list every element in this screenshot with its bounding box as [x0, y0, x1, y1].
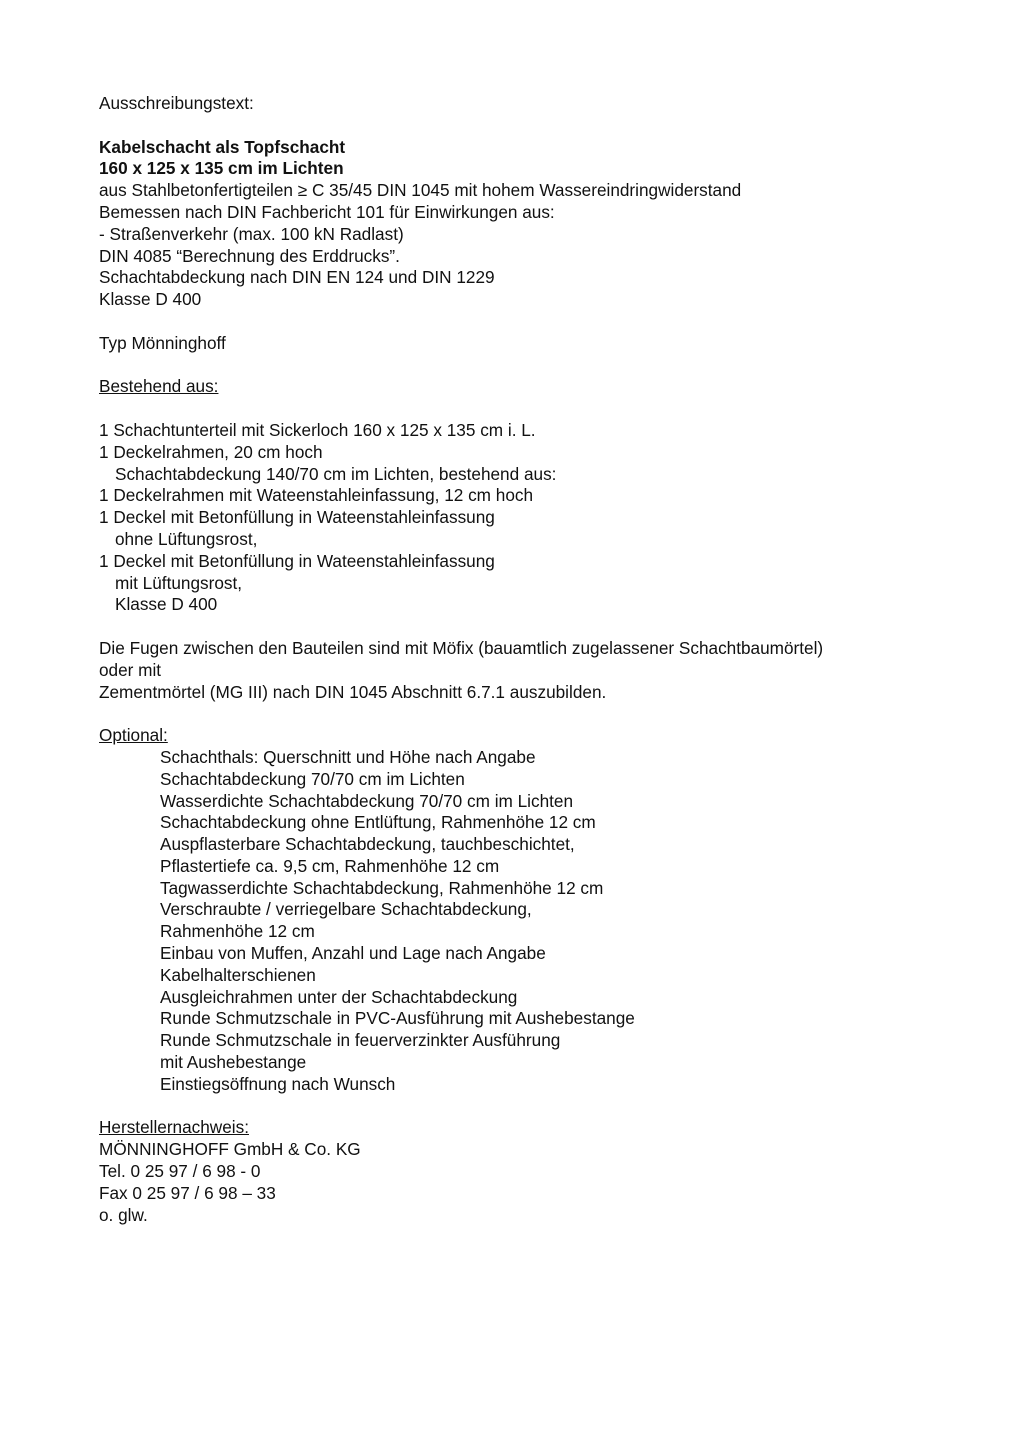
optional-item: Kabelhalterschienen	[160, 964, 316, 985]
intro-line: aus Stahlbetonfertigteilen ≥ C 35/45 DIN 1045 mit hohem Wassereindringwiderstand	[99, 180, 742, 201]
optional-item: Rahmenhöhe 12 cm	[160, 921, 315, 942]
optional-item: Verschraubte / verriegelbare Schachtabdeckung,	[160, 899, 532, 920]
document-subtitle: 160 x 125 x 135 cm im Lichten	[99, 158, 344, 179]
intro-line: Bemessen nach DIN Fachbericht 101 für Einwirkungen aus:	[99, 201, 555, 222]
type-line: Typ Mönninghoff	[99, 332, 226, 353]
spacer	[99, 616, 979, 638]
manufacturer-name: MÖNNINGHOFF GmbH & Co. KG	[99, 1139, 361, 1160]
optional-item: Ausgleichrahmen unter der Schachtabdeckung	[160, 986, 518, 1007]
manufacturer-phone: Tel. 0 25 97 / 6 98 - 0	[99, 1161, 261, 1182]
optional-heading: Optional:	[99, 725, 168, 746]
manufacturer-fax: Fax 0 25 97 / 6 98 – 33	[99, 1182, 276, 1203]
spacer	[99, 311, 979, 333]
manufacturer-heading: Herstellernachweis:	[99, 1117, 249, 1138]
optional-item: mit Aushebestange	[160, 1052, 307, 1073]
spacer	[99, 1096, 979, 1118]
spacer	[99, 398, 979, 420]
optional-item: Einstiegsöffnung nach Wunsch	[160, 1073, 396, 1094]
optional-item: Schachtabdeckung ohne Entlüftung, Rahmenhöhe 12 cm	[160, 812, 596, 833]
component-item: 1 Deckelrahmen, 20 cm hoch	[99, 441, 323, 462]
document-title: Kabelschacht als Topfschacht	[99, 136, 346, 157]
optional-item: Runde Schmutzschale in feuerverzinkter Ausführung	[160, 1030, 561, 1051]
manufacturer-equivalent: o. glw.	[99, 1204, 148, 1225]
optional-item: Schachthals: Querschnitt und Höhe nach Angabe	[160, 746, 536, 767]
optional-item: Auspflasterbare Schachtabdeckung, tauchbeschichtet,	[160, 834, 575, 855]
components-heading: Bestehend aus:	[99, 376, 219, 397]
optional-item: Pflastertiefe ca. 9,5 cm, Rahmenhöhe 12 cm	[160, 855, 500, 876]
component-item: 1 Deckel mit Betonfüllung in Wateenstahleinfassung	[99, 507, 495, 528]
component-item: 1 Schachtunterteil mit Sickerloch 160 x 125 x 135 cm i. L.	[99, 419, 536, 440]
optional-item: Runde Schmutzschale in PVC-Ausführung mit Aushebestange	[160, 1008, 635, 1029]
joints-line: oder mit	[99, 659, 162, 680]
component-item: Schachtabdeckung 140/70 cm im Lichten, bestehend aus:	[115, 463, 557, 484]
component-item: Klasse D 400	[115, 594, 218, 615]
joints-line: Die Fugen zwischen den Bauteilen sind mit Möfix (bauamtlich zugelassener Schachtbaumörtel)	[99, 637, 824, 658]
optional-item: Einbau von Muffen, Anzahl und Lage nach Angabe	[160, 943, 546, 964]
component-item: 1 Deckel mit Betonfüllung in Wateenstahleinfassung	[99, 550, 495, 571]
intro-line: Schachtabdeckung nach DIN EN 124 und DIN 1229	[99, 267, 495, 288]
intro-line: - Straßenverkehr (max. 100 kN Radlast)	[99, 223, 404, 244]
component-item: ohne Lüftungsrost,	[115, 528, 258, 549]
document-header: Ausschreibungstext:	[99, 93, 254, 113]
intro-line: Klasse D 400	[99, 289, 202, 310]
component-item: mit Lüftungsrost,	[115, 572, 243, 593]
spacer	[99, 703, 979, 725]
optional-item: Tagwasserdichte Schachtabdeckung, Rahmenhöhe 12 cm	[160, 877, 604, 898]
spacer	[99, 355, 979, 377]
optional-item: Wasserdichte Schachtabdeckung 70/70 cm im Lichten	[160, 790, 574, 811]
intro-line: DIN 4085 “Berechnung des Erddrucks”.	[99, 245, 400, 266]
spacer	[99, 115, 979, 137]
optional-item: Schachtabdeckung 70/70 cm im Lichten	[160, 768, 465, 789]
document-page	[99, 93, 979, 1226]
component-item: 1 Deckelrahmen mit Wateenstahleinfassung, 12 cm hoch	[99, 485, 534, 506]
joints-line: Zementmörtel (MG III) nach DIN 1045 Abschnitt 6.7.1 auszubilden.	[99, 681, 607, 702]
